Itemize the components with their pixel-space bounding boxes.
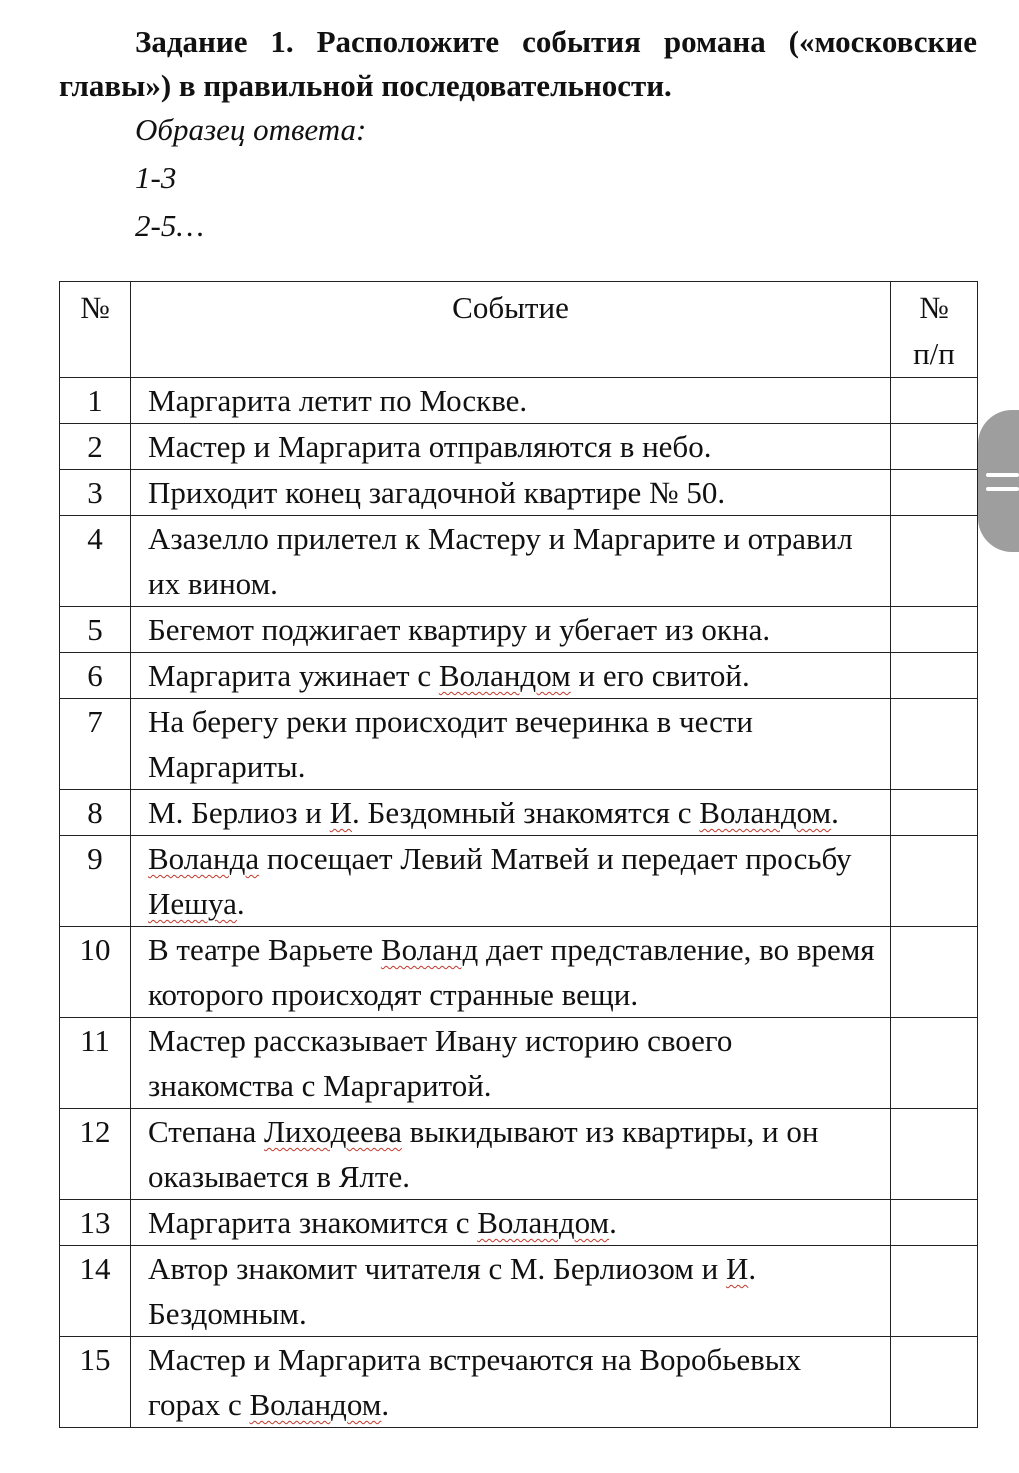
event-text-segment: Мастер рассказывает Ивану историю своего знакомства с Маргаритой. bbox=[148, 1023, 733, 1103]
event-text-segment: М. Берлиоз и bbox=[148, 795, 330, 830]
event-text bbox=[131, 1018, 891, 1109]
event-text-segment: Маргарита ужинает с bbox=[148, 658, 439, 693]
header-event: Событие bbox=[131, 282, 891, 378]
event-text bbox=[131, 653, 891, 699]
event-text-segment: В театре Варьете bbox=[148, 932, 381, 967]
spellcheck-word: Воландом bbox=[438, 658, 571, 693]
event-text-segment: и его свитой. bbox=[570, 658, 750, 693]
event-text-segment: Маргарита знакомится с bbox=[148, 1205, 478, 1240]
table-header-row bbox=[60, 282, 978, 378]
spellcheck-word: И bbox=[329, 795, 353, 830]
spellcheck-word: Воландом bbox=[477, 1205, 610, 1240]
table-row bbox=[60, 699, 978, 790]
event-text bbox=[131, 1246, 891, 1337]
order-answer-cell[interactable] bbox=[891, 1200, 978, 1246]
event-text-segment: Автор знакомит читателя с М. Берлиозом и bbox=[148, 1251, 726, 1286]
table-row bbox=[60, 836, 978, 927]
table-row bbox=[60, 378, 978, 424]
event-text-segment: Мастер и Маргарита встречаются на Воробьевых горах с bbox=[148, 1342, 802, 1422]
event-text-segment: . bbox=[236, 886, 245, 921]
event-text-segment: Азазелло прилетел к Мастеру и Маргарите и отравил их вином. bbox=[148, 521, 853, 601]
row-number: 14 bbox=[60, 1246, 131, 1337]
spellcheck-word: Воландом bbox=[249, 1387, 382, 1422]
event-text bbox=[131, 927, 891, 1018]
spellcheck-word: Воландом bbox=[699, 795, 832, 830]
order-answer-cell[interactable] bbox=[891, 836, 978, 927]
row-number: 7 bbox=[60, 699, 131, 790]
order-answer-cell[interactable] bbox=[891, 1246, 978, 1337]
event-text bbox=[131, 607, 891, 653]
scroll-handle[interactable] bbox=[978, 410, 1019, 552]
table-row bbox=[60, 927, 978, 1018]
event-text-segment: Степана bbox=[148, 1114, 265, 1149]
header-order-line1: № bbox=[919, 290, 949, 325]
event-text bbox=[131, 836, 891, 927]
row-number: 9 bbox=[60, 836, 131, 927]
row-number: 3 bbox=[60, 470, 131, 516]
table-row bbox=[60, 790, 978, 836]
spellcheck-word: Иешуа bbox=[148, 886, 237, 921]
row-number: 1 bbox=[60, 378, 131, 424]
row-number: 12 bbox=[60, 1109, 131, 1200]
event-text bbox=[131, 424, 891, 470]
spellcheck-word: И bbox=[725, 1251, 749, 1286]
row-number: 10 bbox=[60, 927, 131, 1018]
row-number: 15 bbox=[60, 1337, 131, 1428]
order-answer-cell[interactable] bbox=[891, 424, 978, 470]
event-text bbox=[131, 699, 891, 790]
row-number: 13 bbox=[60, 1200, 131, 1246]
event-text-segment: Бегемот поджигает квартиру и убегает из окна. bbox=[148, 612, 771, 647]
sample-line: 1-3 bbox=[135, 160, 177, 195]
order-answer-cell[interactable] bbox=[891, 927, 978, 1018]
sample-label: Образец ответа: bbox=[135, 112, 367, 147]
event-text bbox=[131, 1200, 891, 1246]
event-text-segment: выкидывают из квартиры, и он оказывается в Ялте. bbox=[148, 1114, 819, 1194]
header-order bbox=[891, 282, 978, 378]
row-number: 2 bbox=[60, 424, 131, 470]
row-number: 8 bbox=[60, 790, 131, 836]
event-text-segment: Приходит конец загадочной квартире № 50. bbox=[148, 475, 726, 510]
sample-answer bbox=[135, 106, 366, 250]
event-text-segment: На берегу реки происходит вечеринка в чести Маргариты. bbox=[148, 704, 753, 784]
event-text bbox=[131, 1337, 891, 1428]
table-row bbox=[60, 424, 978, 470]
row-number: 4 bbox=[60, 516, 131, 607]
event-text-segment: . bbox=[381, 1387, 390, 1422]
event-text-segment: дает представление, во время которого происходят странные вещи. bbox=[148, 932, 875, 1012]
table-row bbox=[60, 653, 978, 699]
order-answer-cell[interactable] bbox=[891, 1337, 978, 1428]
grip-line-icon bbox=[986, 487, 1019, 491]
event-text-segment: Мастер и Маргарита отправляются в небо. bbox=[148, 429, 712, 464]
order-answer-cell[interactable] bbox=[891, 653, 978, 699]
row-number: 5 bbox=[60, 607, 131, 653]
header-number: № bbox=[60, 282, 131, 378]
table-row bbox=[60, 1018, 978, 1109]
spellcheck-word: Воланда bbox=[148, 841, 260, 876]
row-number: 6 bbox=[60, 653, 131, 699]
event-text-segment: . Бездомным. bbox=[148, 1251, 757, 1331]
table-row bbox=[60, 470, 978, 516]
event-text bbox=[131, 790, 891, 836]
event-text bbox=[131, 378, 891, 424]
order-answer-cell[interactable] bbox=[891, 699, 978, 790]
event-text bbox=[131, 470, 891, 516]
table-row bbox=[60, 1337, 978, 1428]
order-answer-cell[interactable] bbox=[891, 607, 978, 653]
order-answer-cell[interactable] bbox=[891, 1018, 978, 1109]
table-row bbox=[60, 1246, 978, 1337]
table-body bbox=[60, 378, 978, 1428]
sample-line: 2-5… bbox=[135, 208, 204, 243]
spellcheck-word: Лиходеева bbox=[264, 1114, 402, 1149]
task-heading: Задание 1. Расположите события романа («московские главы») в правильной последовательности. bbox=[59, 24, 977, 103]
events-table bbox=[59, 281, 978, 1428]
order-answer-cell[interactable] bbox=[891, 378, 978, 424]
grip-line-icon bbox=[986, 473, 1019, 477]
event-text bbox=[131, 516, 891, 607]
table-row bbox=[60, 1200, 978, 1246]
event-text-segment: посещает Левий Матвей и передает просьбу bbox=[259, 841, 852, 876]
order-answer-cell[interactable] bbox=[891, 790, 978, 836]
event-text bbox=[131, 1109, 891, 1200]
row-number: 11 bbox=[60, 1018, 131, 1109]
event-text-segment: . bbox=[831, 795, 839, 830]
event-text-segment: . bbox=[609, 1205, 617, 1240]
order-answer-cell[interactable] bbox=[891, 1109, 978, 1200]
order-answer-cell[interactable] bbox=[891, 516, 978, 607]
header-order-line2: п/п bbox=[913, 336, 955, 371]
event-text-segment: Маргарита летит по Москве. bbox=[148, 383, 528, 418]
table-row bbox=[60, 1109, 978, 1200]
table-row bbox=[60, 607, 978, 653]
order-answer-cell[interactable] bbox=[891, 470, 978, 516]
spellcheck-word: Воланд bbox=[380, 932, 479, 967]
table-row bbox=[60, 516, 978, 607]
event-text-segment: . Бездомный знакомятся с bbox=[352, 795, 700, 830]
